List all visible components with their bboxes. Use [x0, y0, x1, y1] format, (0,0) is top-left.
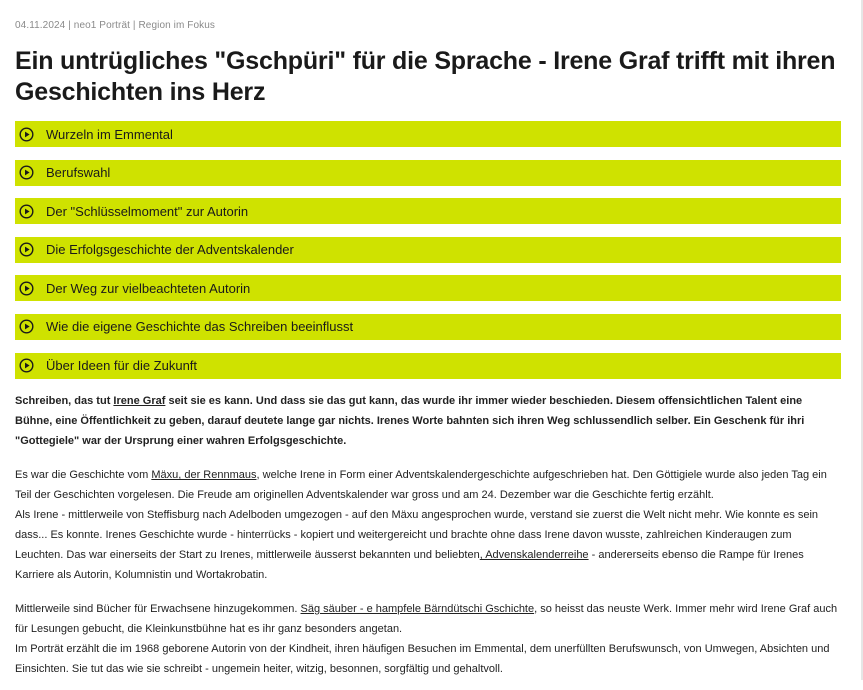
play-circle-icon — [19, 242, 34, 257]
article-category-link[interactable]: neo1 Porträt — [73, 20, 131, 31]
paragraph-text: Im Porträt erzählt die im 1968 geborene Autorin von der Kindheit, ihren häufigen Besuchen im Emmental, dem unerfüllten Berufswunsch, von Umwegen, Absichten und Einsichten. Sie tut das wie sie schreibt - ungemein heiter, witzig, besonnen, sorgfältig und gehaltvoll. — [15, 643, 830, 676]
accordion-item[interactable] — [15, 275, 841, 301]
meta-separator: | — [132, 20, 139, 31]
paragraph-text: Als Irene - mittlerweile von Steffisburg nach Adelboden umgezogen - auf den Mäxu angesprochen wurde, verstand sie zuerst die Welt nicht mehr. Wie konnte es sein dass... Es konnte. Irenes Geschichte wurde - hinterrücks - kopiert und weitergereicht und brachte ohne dass Irene davon wusste, zahlreichen Kinderaugen zum Leuchten. Das war einerseits der Start zu Irenes, mittlerweile äusserst bekannten und beliebten — [15, 509, 819, 562]
paragraph-text: Es war die Geschichte vom — [15, 469, 152, 482]
accordion-item[interactable] — [15, 237, 841, 263]
saeg-saeuber-link[interactable]: Säg säuber - e hampfele Bärndütschi Gschichte — [300, 603, 535, 616]
accordion-item-label: Der "Schlüsselmoment" zur Autorin — [46, 203, 249, 219]
accordion-item-label: Der Weg zur vielbeachteten Autorin — [46, 280, 251, 296]
paragraph-text: Mittlerweile sind Bücher für Erwachsene hinzugekommen. — [15, 603, 301, 616]
accordion-item-label: Über Ideen für die Zukunft — [46, 358, 198, 374]
article — [15, 0, 841, 690]
accordion-item-label: Die Erfolgsgeschichte der Adventskalender — [46, 242, 294, 258]
lead-text: Schreiben, das tut — [15, 395, 114, 408]
play-circle-icon — [19, 127, 34, 142]
accordion-item[interactable] — [15, 353, 841, 379]
accordion-item[interactable] — [15, 314, 841, 340]
play-circle-icon — [19, 281, 34, 296]
article-region-link[interactable]: Region im Fokus — [138, 20, 216, 31]
article-meta — [15, 20, 841, 31]
accordion-item-label: Wurzeln im Emmental — [46, 126, 173, 142]
accordion-item-label: Berufswahl — [46, 165, 111, 181]
accordion-item[interactable] — [15, 160, 841, 186]
article-date: 04.11.2024 — [15, 20, 66, 31]
meta-separator: | — [68, 20, 74, 31]
irene-graf-link[interactable]: Irene Graf — [113, 395, 166, 408]
accordion-item[interactable] — [15, 198, 841, 224]
paragraph-text: , welche Irene in Form einer Adventskalendergeschichte aufgeschrieben hat. Den Göttigiele wurde also jeden Tag ein Teil der Geschichten vorgelesen. Die Freude am originellen Adventskalender war gross und am 24. Dezember war die Geschichte fertig erzählt. — [15, 469, 827, 502]
paragraph-text: - andererseits ebenso die Rampe für Irenes Karriere als Autorin, Kolumnistin und Wortakrobatin. — [15, 549, 804, 582]
article-paragraph — [15, 599, 841, 679]
play-circle-icon — [19, 204, 34, 219]
adventskalenderreihe-link[interactable]: , Advenskalenderreihe — [479, 549, 589, 562]
article-lead — [15, 391, 841, 451]
lead-text: seit sie es kann. Und dass sie das gut kann, das wurde ihr immer wieder beschieden. Diesem offensichtlichen Talent eine Bühne, eine Öffentlichkeit zu geben, darauf deutete lange gar nichts. Irenes Worte bahnten sich ihren Weg schlussendlich selber. Ein Geschenk für ihri "Gottegiele" war der Ursprung einer wahren Erfolgsgeschichte. — [15, 395, 805, 448]
play-circle-icon — [19, 165, 34, 180]
article-title: Ein untrügliches "Gschpüri" für die Sprache - Irene Graf trifft mit ihren Geschichten ins Herz — [15, 47, 836, 106]
play-circle-icon — [19, 358, 34, 373]
accordion-item-label: Wie die eigene Geschichte das Schreiben beeinflusst — [46, 319, 354, 335]
paragraph-text: , so heisst das neuste Werk. Immer mehr wird Irene Graf auch für Lesungen gebucht, die Kleinkunstbühne hat es ihr ganz besonders angetan. — [15, 603, 838, 636]
chapter-accordion — [15, 121, 841, 379]
article-paragraph — [15, 465, 841, 585]
play-circle-icon — [19, 319, 34, 334]
accordion-item[interactable] — [15, 121, 841, 147]
maexu-rennmaus-link[interactable]: Mäxu, der Rennmaus — [151, 469, 257, 482]
